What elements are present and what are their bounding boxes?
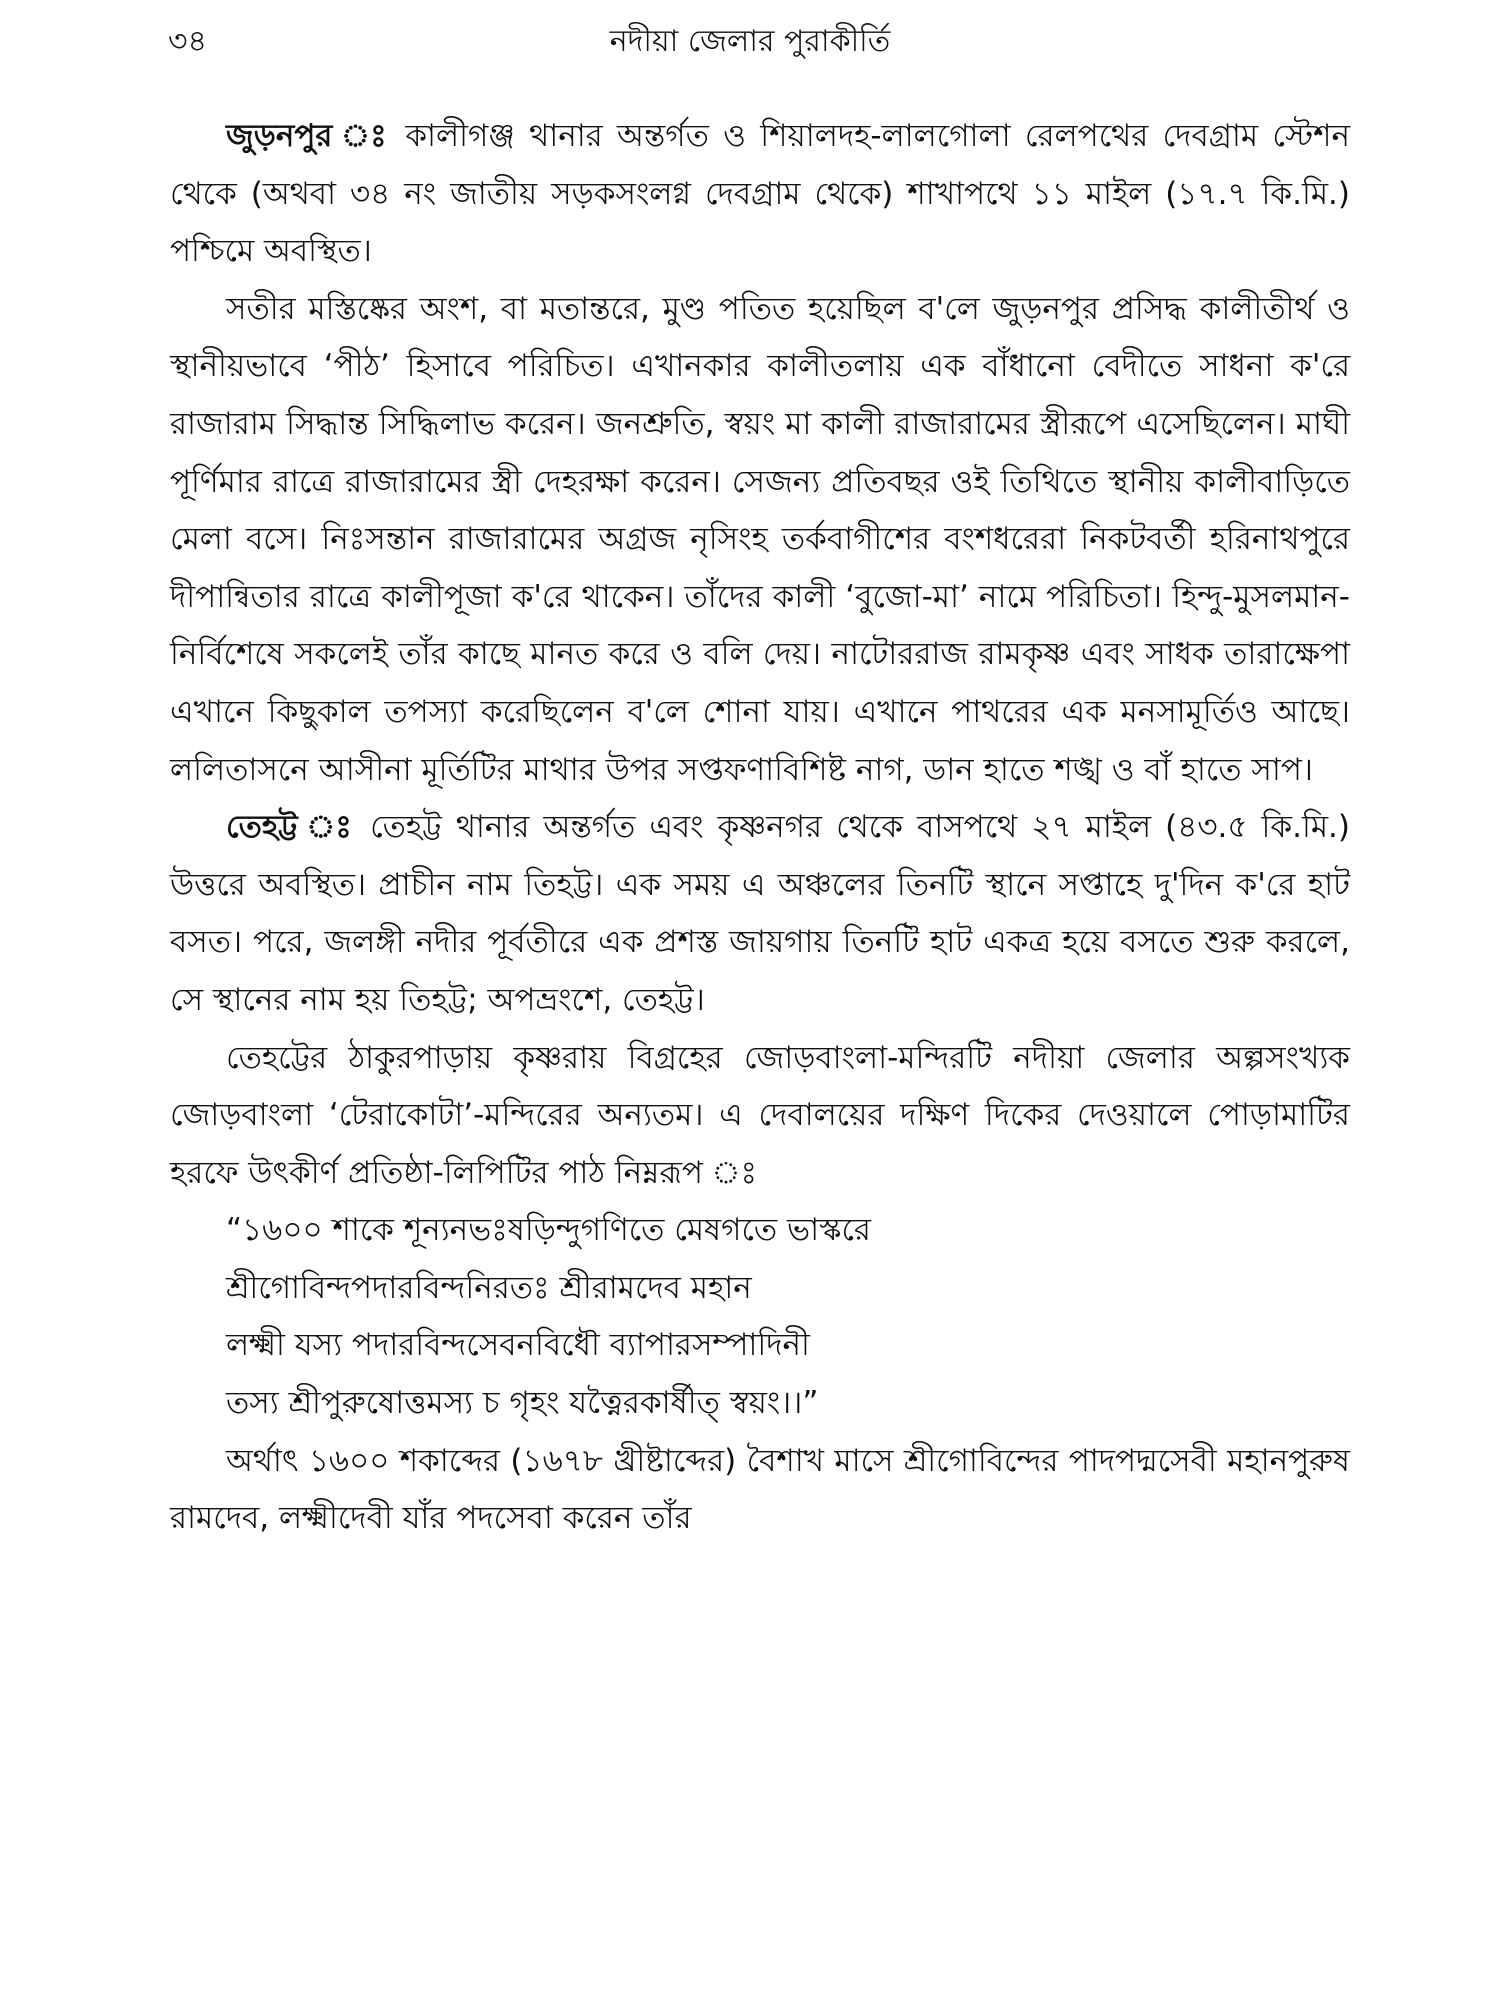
- heading-tehatta: তেহট্ট ঃ: [226, 809, 357, 846]
- paragraph-temple: [170, 1030, 1350, 1203]
- paragraph-jurnapur: [170, 108, 1350, 281]
- inscription-verse: [170, 1202, 1350, 1432]
- paragraph-translation: [170, 1433, 1350, 1548]
- paragraph-tehatta: [170, 799, 1350, 1029]
- verse-line: “১৬০০ শাকে শূন্যনভঃষড়িন্দুগণিতে মেষগতে ভাস্করে: [226, 1212, 871, 1249]
- verse-line: তস্য শ্রীপুরুষোত্তমস্য চ গৃহং যত্নৈরকার্ষীত্ স্বয়ং।।”: [226, 1385, 819, 1422]
- verse-line: লক্ষ্মী যস্য পদারবিন্দসেবনবিধৌ ব্যাপারসম্পাদিনী: [226, 1327, 810, 1364]
- page-body: [170, 108, 1350, 1548]
- page-header: [0, 20, 1500, 64]
- paragraph-tehatta-text: তেহট্ট থানার অন্তর্গত এবং কৃষ্ণনগর থেকে বাসপথে ২৭ মাইল (৪৩.৫ কি.মি.) উত্তরে অবস্থিত। প্রাচীন নাম তিহট্ট। এক সময় এ অঞ্চলের তিনটি স্থানে সপ্তাহে দু'দিন ক'রে হাট বসত। পরে, জলঙ্গী নদীর পূর্বতীরে এক প্রশস্ত জায়গায় তিনটি হাট একত্র হয়ে বসতে শুরু করলে, সে স্থানের নাম হয় তিহট্ট; অপভ্রংশে, তেহট্ট।: [170, 809, 1350, 1018]
- paragraph-translation-text: অর্থাৎ ১৬০০ শকাব্দের (১৬৭৮ খ্রীষ্টাব্দের) বৈশাখ মাসে শ্রীগোবিন্দের পাদপদ্মসেবী মহানপুরুষ রামদেব, লক্ষ্মীদেবী যাঁর পদসেবা করেন তাঁর: [170, 1442, 1350, 1537]
- paragraph-temple-text: তেহট্টের ঠাকুরপাড়ায় কৃষ্ণরায় বিগ্রহের জোড়বাংলা-মন্দিরটি নদীয়া জেলার অল্পসংখ্যক জোড়বাংলা ‘টেরাকোটা’-মন্দিরের অন্যতম। এ দেবালয়ের দক্ষিণ দিকের দেওয়ালে পোড়ামাটির হরফে উৎকীর্ণ প্রতিষ্ঠা-লিপিটির পাঠ নিম্নরূপ ঃ: [170, 1039, 1350, 1191]
- verse-line: শ্রীগোবিন্দপদারবিন্দনিরতঃ শ্রীরামদেব মহান: [226, 1269, 752, 1306]
- page-number: ৩৪: [168, 24, 207, 59]
- paragraph-sati-legend: [170, 281, 1350, 799]
- heading-jurnapur: জুড়নপুর ঃ: [226, 118, 392, 154]
- paragraph-sati-legend-text: সতীর মস্তিষ্কের অংশ, বা মতান্তরে, মুণ্ড পতিত হয়েছিল ব'লে জুড়নপুর প্রসিদ্ধ কালীতীর্থ ও স্থানীয়ভাবে ‘পীঠ’ হিসাবে পরিচিত। এখানকার কালীতলায় এক বাঁধানো বেদীতে সাধনা ক'রে রাজারাম সিদ্ধান্ত সিদ্ধিলাভ করেন। জনশ্রুতি, স্বয়ং মা কালী রাজারামের স্ত্রীরূপে এসেছিলেন। মাঘী পূর্ণিমার রাত্রে রাজারামের স্ত্রী দেহরক্ষা করেন। সেজন্য প্রতিবছর ওই তিথিতে স্থানীয় কালীবাড়িতে মেলা বসে। নিঃসন্তান রাজারামের অগ্রজ নৃসিংহ তর্কবাগীশের বংশধরেরা নিকটবর্তী হরিনাথপুরে দীপান্বিতার রাত্রে কালীপূজা ক'রে থাকেন। তাঁদের কালী ‘বুজো-মা’ নামে পরিচিতা। হিন্দু-মুসলমান-নির্বিশেষে সকলেই তাঁর কাছে মানত করে ও বলি দেয়। নাটোররাজ রামকৃষ্ণ এবং সাধক তারাক্ষেপা এখানে কিছুকাল তপস্যা করেছিলেন ব'লে শোনা যায়। এখানে পাথরের এক মনসামূর্তিও আছে। ললিতাসনে আসীনা মূর্তিটির মাথার উপর সপ্তফণাবিশিষ্ট নাগ, ডান হাতে শঙ্খ ও বাঁ হাতে সাপ।: [170, 290, 1350, 788]
- running-title: নদীয়া জেলার পুরাকীর্তি: [609, 24, 891, 59]
- paragraph-jurnapur-text: কালীগঞ্জ থানার অন্তর্গত ও শিয়ালদহ-লালগোলা রেলপথের দেবগ্রাম স্টেশন থেকে (অথবা ৩৪ নং জাতীয় সড়কসংলগ্ন দেবগ্রাম থেকে) শাখাপথে ১১ মাইল (১৭.৭ কি.মি.) পশ্চিমে অবস্থিত।: [170, 118, 1350, 270]
